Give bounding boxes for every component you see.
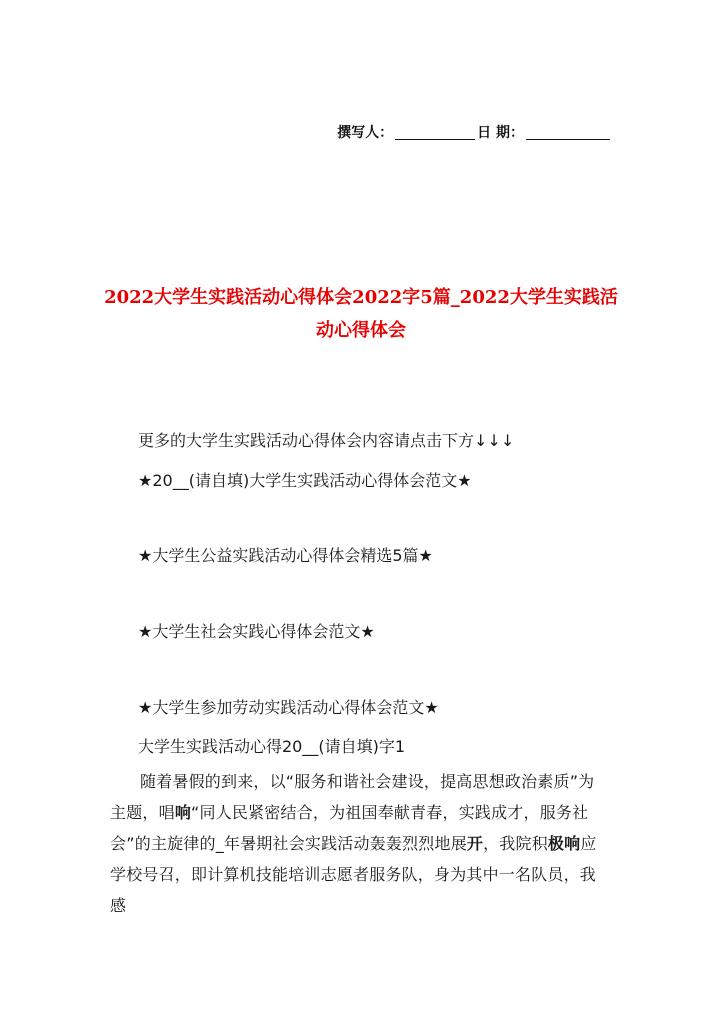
body-paragraph: 随着暑假的到来，以“服务和谐社会建设，提高思想政治素质”为主题，唱响“同人民紧密结合，为祖国奉献青春，实践成才，服务社会”的主旋律的_年暑期社会实践活动轰轰烈烈地展开，我院积极响应学校号召，即计算机技能培训志愿者服务队，身为其中一名队员，我感 [110, 772, 597, 915]
date-blank [526, 125, 610, 140]
link-item[interactable]: ★大学生参加劳动实践活动心得体会范文★ [138, 698, 439, 717]
bold-text: 响 [174, 803, 192, 822]
header-line [337, 124, 612, 142]
link-item[interactable]: ★大学生社会实践心得体会范文★ [138, 622, 375, 641]
document-title: 2022大学生实践活动心得体会2022字5篇_2022大学生实践活动心得体会 [104, 287, 618, 341]
link-item[interactable]: ★大学生公益实践活动心得体会精选5篇★ [138, 546, 433, 565]
bold-text: 开 [466, 834, 484, 853]
section-heading: 大学生实践活动心得20__(请自填)字1 [138, 737, 406, 756]
date-label: 日 期： [477, 125, 524, 141]
intro-line: 更多的大学生实践活动心得体会内容请点击下方↓↓↓ [138, 431, 515, 450]
author-blank [395, 125, 475, 140]
link-item[interactable]: ★20__(请自填)大学生实践活动心得体会范文★ [138, 471, 472, 490]
bold-text: 极响 [547, 834, 581, 853]
author-label: 撰写人： [337, 125, 394, 141]
